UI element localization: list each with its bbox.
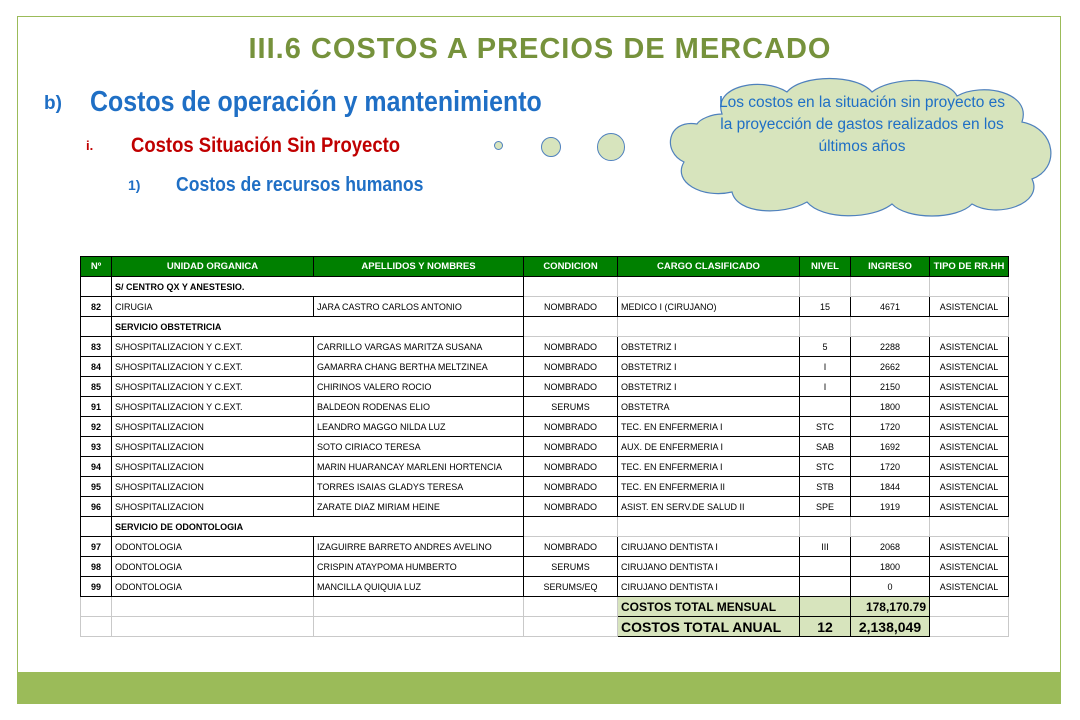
table-cell: ASISTENCIAL	[930, 397, 1009, 417]
table-cell: I	[800, 377, 851, 397]
empty-cell	[930, 317, 1009, 337]
table-cell: ASISTENCIAL	[930, 417, 1009, 437]
slide-title: III.6 COSTOS A PRECIOS DE MERCADO	[248, 33, 832, 65]
table-cell: CHIRINOS VALERO ROCIO	[314, 377, 524, 397]
table-cell: 82	[81, 297, 112, 317]
table-cell: CIRUJANO DENTISTA I	[618, 537, 800, 557]
outline-marker-1: 1)	[128, 177, 141, 193]
table-cell: MANCILLA QUIQUIA LUZ	[314, 577, 524, 597]
column-header: UNIDAD ORGANICA	[112, 257, 314, 277]
total-monthly-row	[81, 597, 1009, 617]
thought-bubble-medium	[541, 137, 561, 157]
table-header-row	[81, 257, 1009, 277]
table-row	[81, 297, 1009, 317]
table-cell: CRISPIN ATAYPOMA HUMBERTO	[314, 557, 524, 577]
table-cell: 2150	[851, 377, 930, 397]
table-cell: GAMARRA CHANG BERTHA MELTZINEA	[314, 357, 524, 377]
empty-cell	[930, 277, 1009, 297]
table-cell: OBSTETRIZ I	[618, 357, 800, 377]
table-cell: MARIN HUARANCAY MARLENI HORTENCIA	[314, 457, 524, 477]
table-cell: 83	[81, 337, 112, 357]
table-cell: OBSTETRIZ I	[618, 337, 800, 357]
table-row	[81, 337, 1009, 357]
table-cell: S/HOSPITALIZACION	[112, 437, 314, 457]
total-annual-row	[81, 617, 1009, 637]
table-row	[81, 497, 1009, 517]
empty-cell	[851, 517, 930, 537]
thought-bubble-small	[494, 141, 503, 150]
table-cell: AUX. DE ENFERMERIA I	[618, 437, 800, 457]
table-cell: 92	[81, 417, 112, 437]
table-cell: 93	[81, 437, 112, 457]
table-cell: SERUMS	[524, 397, 618, 417]
table-cell: S/HOSPITALIZACION	[112, 457, 314, 477]
table-cell: 2068	[851, 537, 930, 557]
section-empty-cell	[81, 277, 112, 297]
table-row	[81, 557, 1009, 577]
table-cell: 98	[81, 557, 112, 577]
table-row	[81, 457, 1009, 477]
table-cell: S/HOSPITALIZACION Y C.EXT.	[112, 397, 314, 417]
table-cell: 1919	[851, 497, 930, 517]
table-row	[81, 537, 1009, 557]
section-empty-cell	[81, 517, 112, 537]
empty-cell	[81, 597, 112, 617]
empty-cell	[930, 517, 1009, 537]
total-annual-value: 2,138,049	[851, 617, 930, 637]
thought-bubble-large	[597, 133, 625, 161]
table-cell: NOMBRADO	[524, 457, 618, 477]
total-monthly-value: 178,170.79	[851, 597, 930, 617]
table-cell: 5	[800, 337, 851, 357]
table-cell	[800, 397, 851, 417]
column-header: TIPO DE RR.HH	[930, 257, 1009, 277]
section-empty-cell	[81, 317, 112, 337]
table-cell: LEANDRO MAGGO NILDA LUZ	[314, 417, 524, 437]
outline-marker-b: b)	[44, 93, 62, 114]
total-annual-label: COSTOS TOTAL ANUAL	[618, 617, 800, 637]
section-row	[81, 317, 1009, 337]
column-header: APELLIDOS Y NOMBRES	[314, 257, 524, 277]
outline-marker-i: i.	[86, 138, 94, 153]
empty-cell	[524, 277, 618, 297]
column-header: Nº	[81, 257, 112, 277]
total-monthly-label: COSTOS TOTAL MENSUAL	[618, 597, 800, 617]
column-header: CONDICION	[524, 257, 618, 277]
empty-cell	[618, 277, 800, 297]
table-cell: CIRUGIA	[112, 297, 314, 317]
table-cell: 1844	[851, 477, 930, 497]
empty-cell	[314, 597, 524, 617]
table-cell: NOMBRADO	[524, 477, 618, 497]
table-cell: S/HOSPITALIZACION	[112, 477, 314, 497]
empty-cell	[930, 597, 1009, 617]
table-cell: 97	[81, 537, 112, 557]
table-cell: ASISTENCIAL	[930, 477, 1009, 497]
table-cell: SAB	[800, 437, 851, 457]
section-row	[81, 517, 1009, 537]
table-cell: JARA CASTRO CARLOS ANTONIO	[314, 297, 524, 317]
table-cell	[800, 577, 851, 597]
table-cell: NOMBRADO	[524, 437, 618, 457]
outline-text-i: Costos Situación Sin Proyecto	[131, 134, 401, 157]
table-cell: 1720	[851, 457, 930, 477]
table-cell: OBSTETRA	[618, 397, 800, 417]
empty-cell	[524, 517, 618, 537]
table-cell: 2288	[851, 337, 930, 357]
empty-cell	[112, 597, 314, 617]
empty-cell	[618, 517, 800, 537]
table-cell: TEC. EN ENFERMERIA I	[618, 417, 800, 437]
table-cell: SOTO CIRIACO TERESA	[314, 437, 524, 457]
column-header: NIVEL	[800, 257, 851, 277]
table-cell: S/HOSPITALIZACION	[112, 417, 314, 437]
table-cell: NOMBRADO	[524, 337, 618, 357]
empty-cell	[524, 597, 618, 617]
table-cell: ODONTOLOGIA	[112, 557, 314, 577]
table-cell: 1800	[851, 397, 930, 417]
outline-item-i	[86, 134, 437, 158]
table-cell: ASISTENCIAL	[930, 437, 1009, 457]
outline-item-1	[128, 174, 458, 197]
table-cell: TEC. EN ENFERMERIA I	[618, 457, 800, 477]
table-cell: NOMBRADO	[524, 537, 618, 557]
table-cell: ASISTENCIAL	[930, 297, 1009, 317]
table-cell: 1720	[851, 417, 930, 437]
empty-cell	[851, 277, 930, 297]
table-row	[81, 357, 1009, 377]
table-cell: 96	[81, 497, 112, 517]
table-cell: NOMBRADO	[524, 497, 618, 517]
section-title: SERVICIO OBSTETRICIA	[112, 317, 524, 337]
section-title: SERVICIO DE ODONTOLOGIA	[112, 517, 524, 537]
outline-text-b: Costos de operación y mantenimiento	[89, 86, 542, 118]
empty-cell	[800, 277, 851, 297]
table-cell: NOMBRADO	[524, 297, 618, 317]
table-cell: ASISTENCIAL	[930, 537, 1009, 557]
table-cell: BALDEON RODENAS ELIO	[314, 397, 524, 417]
table-cell: ASISTENCIAL	[930, 577, 1009, 597]
table-cell: NOMBRADO	[524, 417, 618, 437]
cloud-callout-text: Los costos en la situación sin proyecto es la proyección de gastos realizados en los últimos años	[718, 94, 1006, 155]
table-cell: ASISTENCIAL	[930, 497, 1009, 517]
table-cell: 0	[851, 577, 930, 597]
table-cell: S/HOSPITALIZACION	[112, 497, 314, 517]
table-cell: III	[800, 537, 851, 557]
table-cell: STC	[800, 457, 851, 477]
table-cell: OBSTETRIZ I	[618, 377, 800, 397]
empty-cell	[81, 617, 112, 637]
table-cell: MEDICO I (CIRUJANO)	[618, 297, 800, 317]
table-cell: 95	[81, 477, 112, 497]
total-monthly-spacer	[800, 597, 851, 617]
table-row	[81, 397, 1009, 417]
table-cell: S/HOSPITALIZACION Y C.EXT.	[112, 337, 314, 357]
outline-text-1: Costos de recursos humanos	[176, 174, 424, 196]
empty-cell	[314, 617, 524, 637]
table-row	[81, 477, 1009, 497]
table-row	[81, 577, 1009, 597]
table-cell: SPE	[800, 497, 851, 517]
table-row	[81, 377, 1009, 397]
table-cell: CIRUJANO DENTISTA I	[618, 557, 800, 577]
table-cell: TORRES ISAIAS GLADYS TERESA	[314, 477, 524, 497]
empty-cell	[930, 617, 1009, 637]
section-row	[81, 277, 1009, 297]
table-cell: 4671	[851, 297, 930, 317]
table-cell: CARRILLO VARGAS MARITZA SUSANA	[314, 337, 524, 357]
table-cell: STB	[800, 477, 851, 497]
section-title: S/ CENTRO QX Y ANESTESIO.	[112, 277, 524, 297]
table-cell: ZARATE DIAZ MIRIAM HEINE	[314, 497, 524, 517]
table-cell: ASISTENCIAL	[930, 557, 1009, 577]
table-cell: 1692	[851, 437, 930, 457]
footer-bar	[17, 672, 1061, 704]
table-cell: 1800	[851, 557, 930, 577]
table-cell: TEC. EN ENFERMERIA II	[618, 477, 800, 497]
table-cell: STC	[800, 417, 851, 437]
table-cell: SERUMS	[524, 557, 618, 577]
table-cell: 84	[81, 357, 112, 377]
table-cell	[800, 557, 851, 577]
table-row	[81, 437, 1009, 457]
table-cell: S/HOSPITALIZACION Y C.EXT.	[112, 377, 314, 397]
table-cell: S/HOSPITALIZACION Y C.EXT.	[112, 357, 314, 377]
hr-cost-table	[80, 256, 1009, 637]
table-cell: I	[800, 357, 851, 377]
table-row	[81, 417, 1009, 437]
table-cell: SERUMS/EQ	[524, 577, 618, 597]
empty-cell	[800, 317, 851, 337]
outline-item-b	[44, 86, 615, 119]
table-cell: NOMBRADO	[524, 377, 618, 397]
table-cell: 85	[81, 377, 112, 397]
table-cell: IZAGUIRRE BARRETO ANDRES AVELINO	[314, 537, 524, 557]
table-cell: NOMBRADO	[524, 357, 618, 377]
table-cell: ASISTENCIAL	[930, 357, 1009, 377]
table-cell: 94	[81, 457, 112, 477]
table-cell: 15	[800, 297, 851, 317]
empty-cell	[851, 317, 930, 337]
table-cell: 91	[81, 397, 112, 417]
column-header: INGRESO	[851, 257, 930, 277]
empty-cell	[800, 517, 851, 537]
table-cell: CIRUJANO DENTISTA I	[618, 577, 800, 597]
table-cell: ASISTENCIAL	[930, 337, 1009, 357]
table-cell: ODONTOLOGIA	[112, 537, 314, 557]
empty-cell	[618, 317, 800, 337]
empty-cell	[524, 317, 618, 337]
total-annual-months: 12	[800, 617, 851, 637]
table-cell: ASIST. EN SERV.DE SALUD II	[618, 497, 800, 517]
empty-cell	[112, 617, 314, 637]
table-cell: 99	[81, 577, 112, 597]
empty-cell	[524, 617, 618, 637]
table-cell: ODONTOLOGIA	[112, 577, 314, 597]
table-cell: ASISTENCIAL	[930, 457, 1009, 477]
table-cell: 2662	[851, 357, 930, 377]
column-header: CARGO CLASIFICADO	[618, 257, 800, 277]
table-cell: ASISTENCIAL	[930, 377, 1009, 397]
